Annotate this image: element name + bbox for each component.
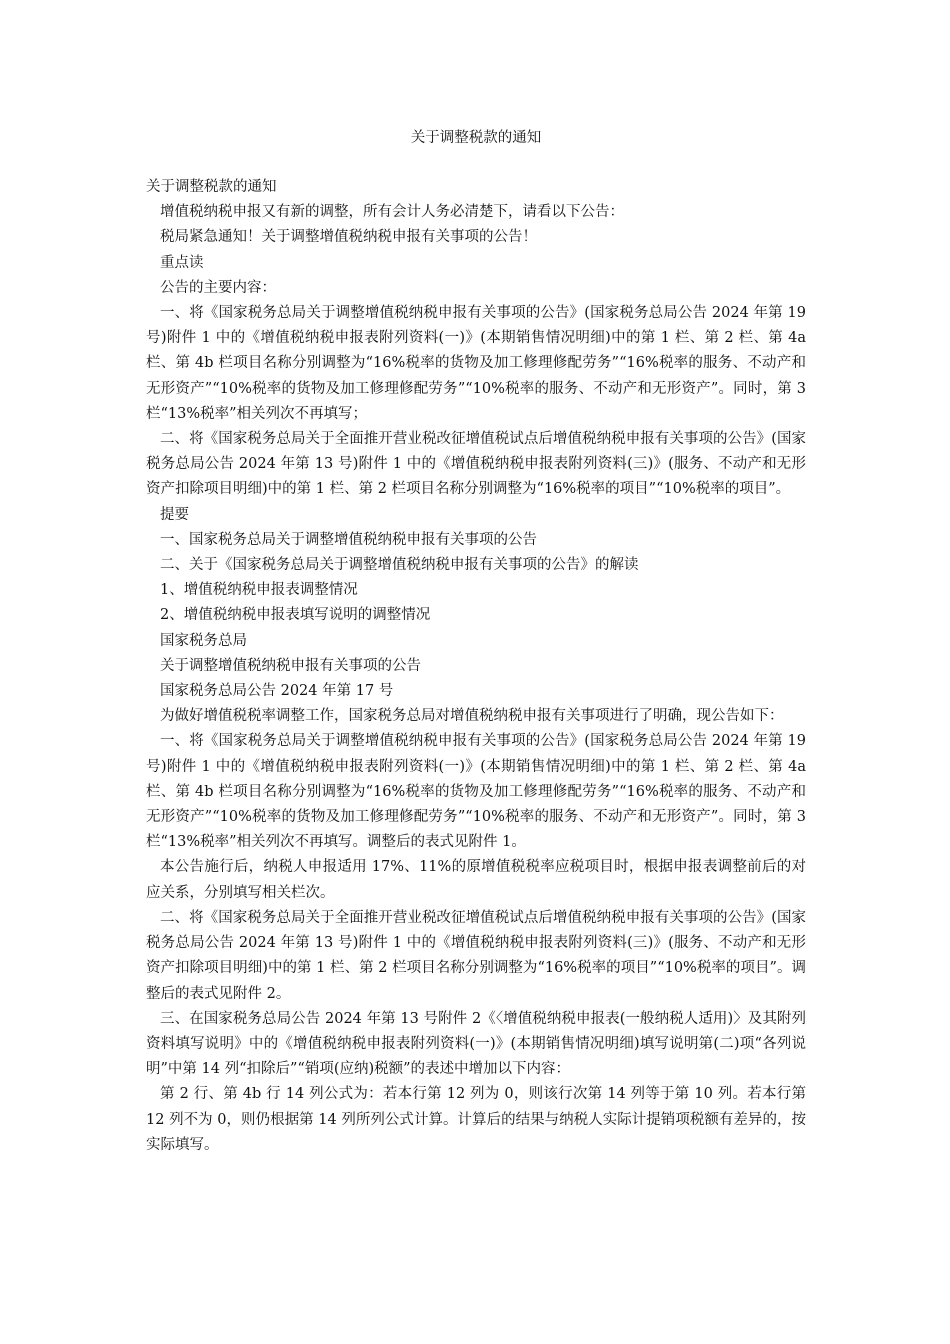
paragraph: 一、国家税务总局关于调整增值税纳税申报有关事项的公告 [160, 531, 537, 548]
document-body [146, 175, 806, 1158]
paragraph: 二、关于《国家税务总局关于调整增值税纳税申报有关事项的公告》的解读 [160, 557, 639, 574]
paragraph: 税局紧急通知！关于调整增值税纳税申报有关事项的公告！ [160, 229, 537, 246]
paragraph: 公告的主要内容： [160, 279, 276, 296]
paragraph: 二、将《国家税务总局关于全面推开营业税改征增值税试点后增值税纳税申报有关事项的公告》(国家税务总局公告 2024 年第 13 号)附件 1 中的《增值税纳税申报表附列资料(三)》(服务、不动产和无形资产扣除项目明细)中的第 1 栏、第 2 栏项目名称分别调整为“16%税率的项目”“10%税率的项目”。调整后的表式见附件 2。 [146, 909, 806, 1002]
paragraph: 1、增值税纳税申报表调整情况 [160, 582, 358, 599]
paragraph: 国家税务总局 [160, 632, 247, 649]
paragraph: 2、增值税纳税申报表填写说明的调整情况 [160, 607, 431, 624]
paragraph: 为做好增值税税率调整工作，国家税务总局对增值税纳税申报有关事项进行了明确，现公告如下： [160, 708, 784, 725]
paragraph: 三、在国家税务总局公告 2024 年第 13 号附件 2《〈增值税纳税申报表(一般纳税人适用)〉及其附列资料填写说明》中的《增值税纳税申报表附列资料(一)》(本期销售情况明细)填写说明第(二)项“各列说明”中第 14 列“扣除后”“销项(应纳)税额”的表述中增加以下内容： [146, 1010, 806, 1078]
paragraph: 增值税纳税申报又有新的调整，所有会计人务必清楚下，请看以下公告： [160, 204, 624, 221]
paragraph: 一、将《国家税务总局关于调整增值税纳税申报有关事项的公告》(国家税务总局公告 2024 年第 19 号)附件 1 中的《增值税纳税申报表附列资料(一)》(本期销售情况明细)中的第 1 栏、第 2 栏、第 4a 栏、第 4b 栏项目名称分别调整为“16%税率的货物及加工修理修配劳务”“16%税率的服务、不动产和无形资产”“10%税率的货物及加工修理修配劳务”“10%税率的服务、不动产和无形资产”。同时，第 3 栏“13%税率”相关列次不再填写。调整后的表式见附件 1。 [146, 733, 806, 851]
paragraph: 关于调整增值税纳税申报有关事项的公告 [160, 657, 421, 674]
paragraph: 本公告施行后，纳税人申报适用 17%、11%的原增值税税率应税项目时，根据申报表调整前后的对应关系，分别填写相关栏次。 [146, 859, 806, 901]
paragraph: 第 2 行、第 4b 行 14 列公式为：若本行第 12 列为 0，则该行次第 14 列等于第 10 列。若本行第 12 列不为 0，则仍根据第 14 列所列公式计算。计算后的结果与纳税人实际计提销项税额有差异的，按实际填写。 [146, 1086, 806, 1153]
paragraph: 二、将《国家税务总局关于全面推开营业税改征增值税试点后增值税纳税申报有关事项的公告》(国家税务总局公告 2024 年第 13 号)附件 1 中的《增值税纳税申报表附列资料(三)》(服务、不动产和无形资产扣除项目明细)中的第 1 栏、第 2 栏项目名称分别调整为“16%税率的项目”“10%税率的项目”。 [146, 431, 806, 498]
paragraph: 国家税务总局公告 2024 年第 17 号 [160, 683, 394, 700]
paragraph: 提要 [160, 506, 189, 523]
document-title: 关于调整税款的通知 [410, 130, 542, 146]
paragraph: 关于调整税款的通知 [146, 179, 277, 195]
paragraph: 一、将《国家税务总局关于调整增值税纳税申报有关事项的公告》(国家税务总局公告 2024 年第 19 号)附件 1 中的《增值税纳税申报表附列资料(一)》(本期销售情况明细)中的第 1 栏、第 2 栏、第 4a 栏、第 4b 栏项目名称分别调整为“16%税率的货物及加工修理修配劳务”“16%税率的服务、不动产和无形资产”“10%税率的货物及加工修理修配劳务”“10%税率的服务、不动产和无形资产”。同时，第 3 栏“13%税率”相关列次不再填写； [146, 305, 806, 422]
paragraph: 重点读 [160, 254, 204, 271]
